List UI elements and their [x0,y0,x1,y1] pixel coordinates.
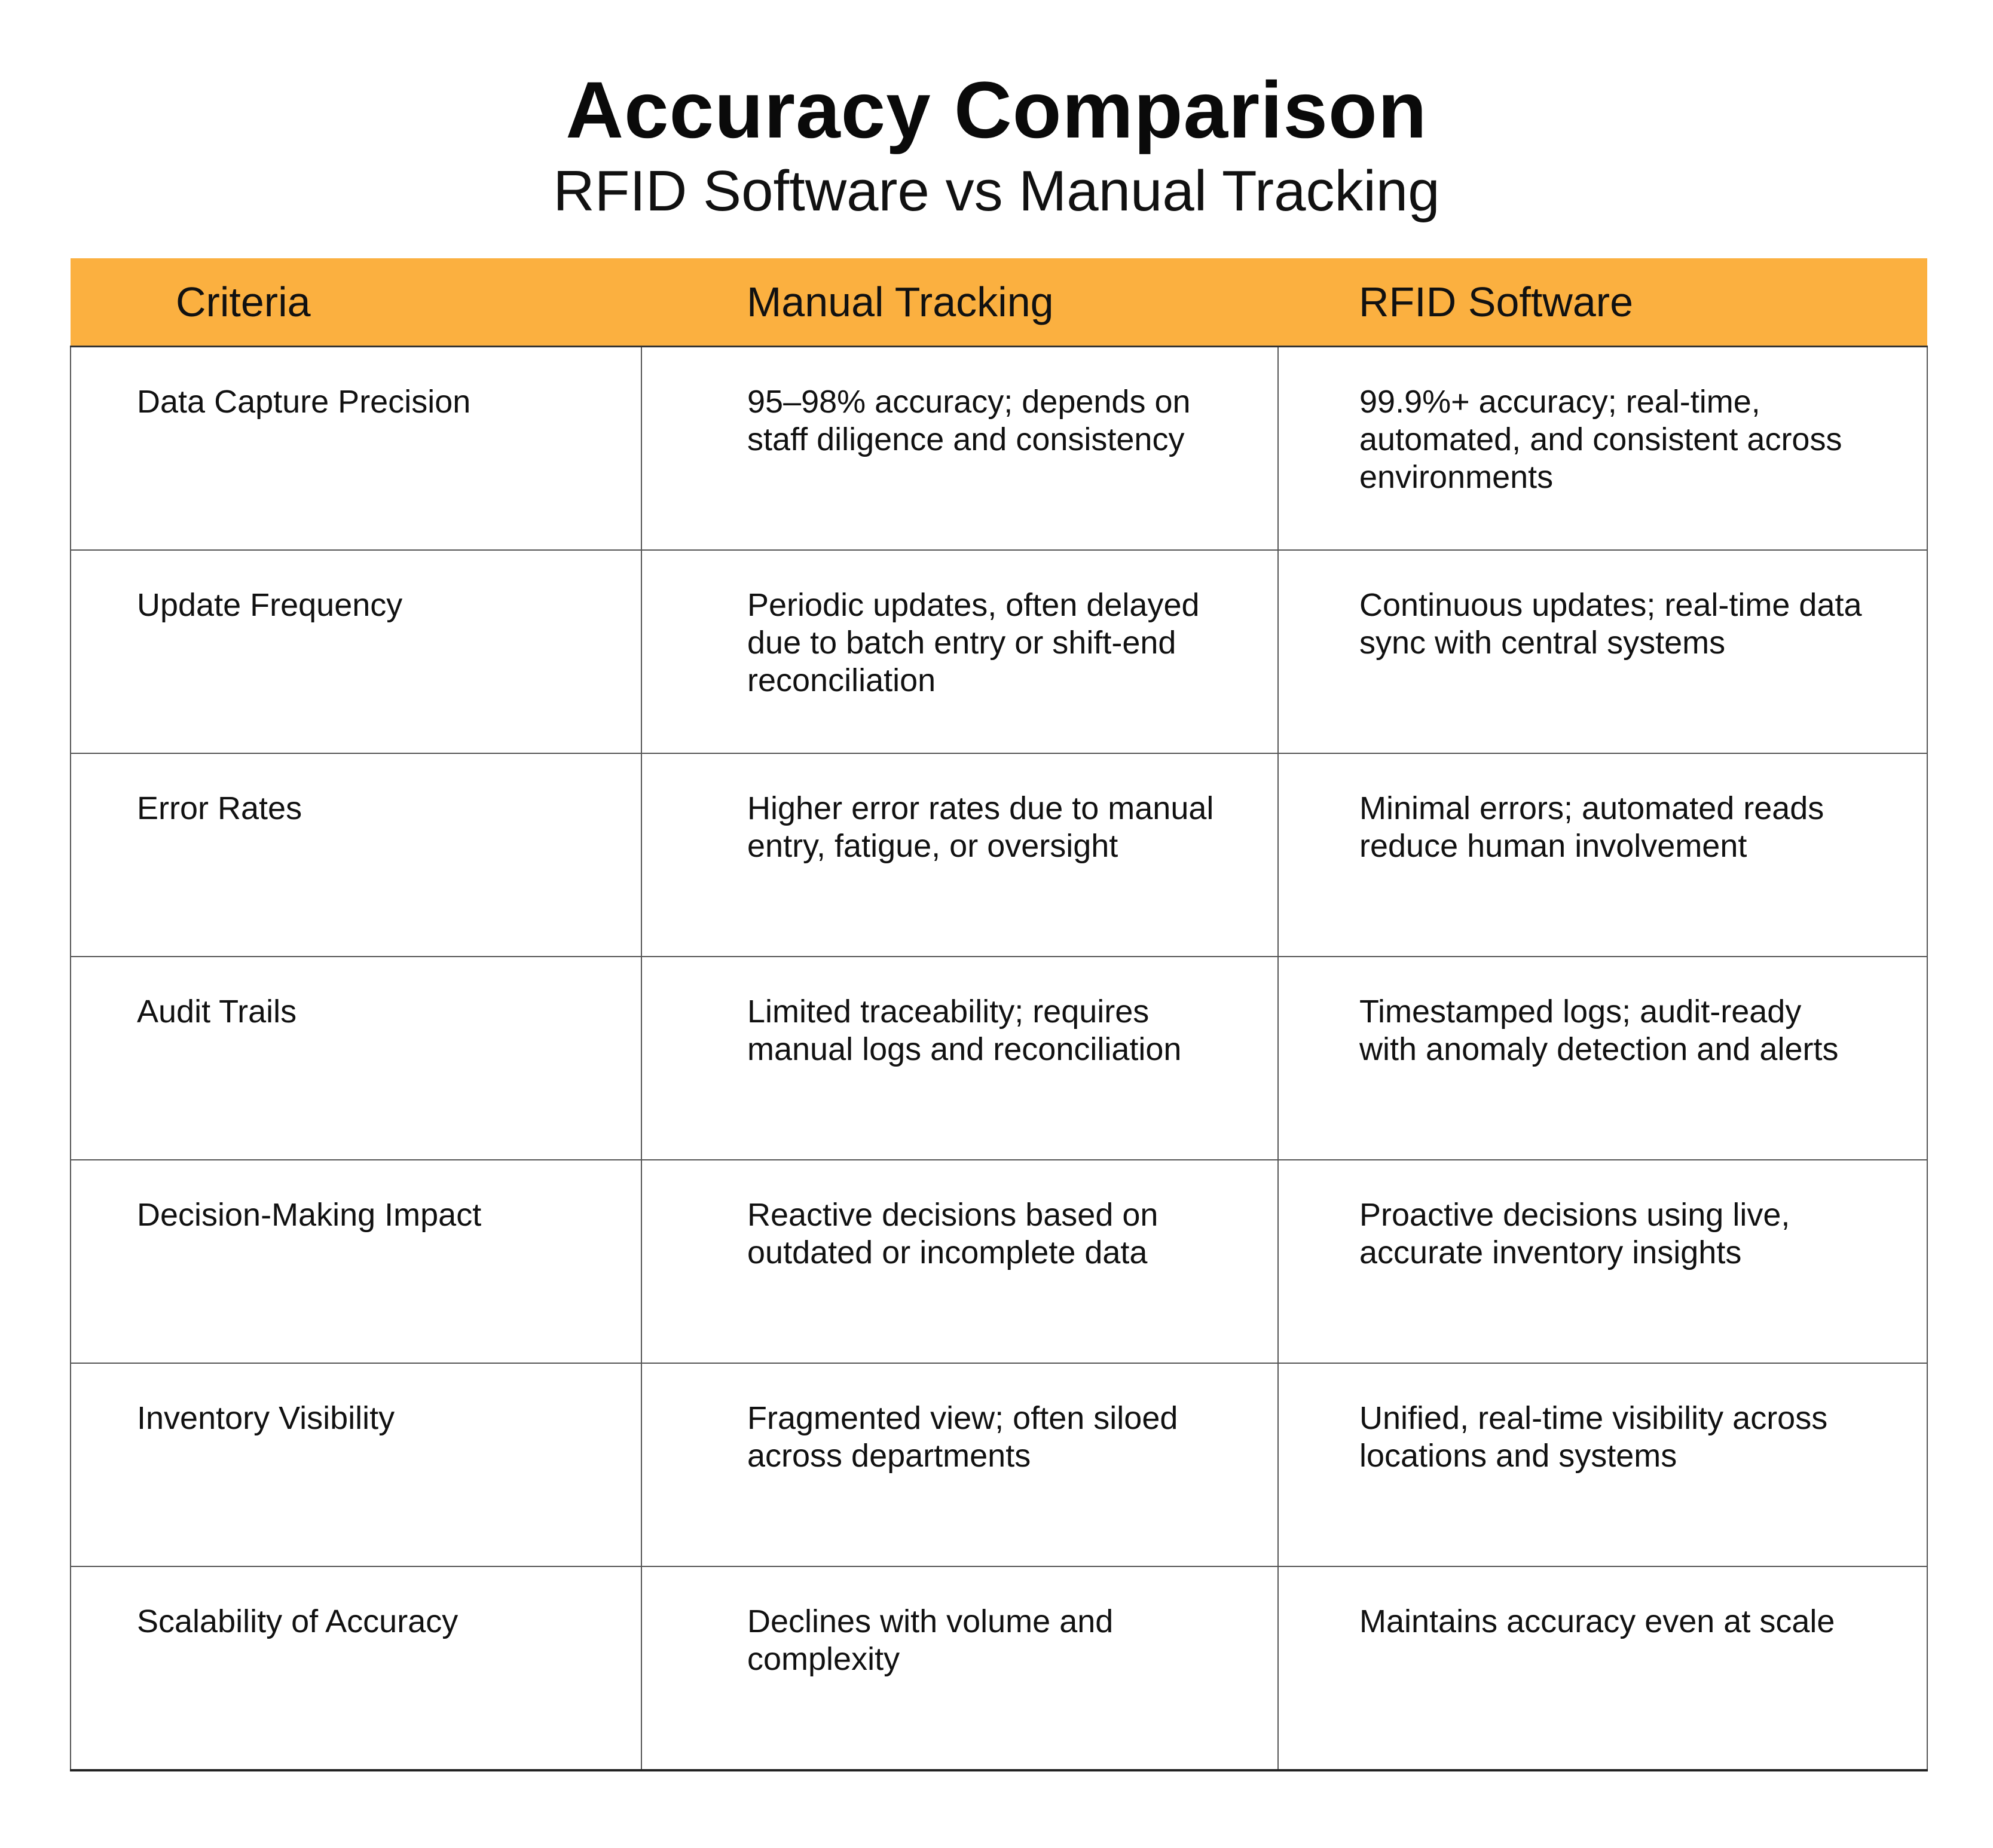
table-row [71,957,1927,1160]
manual-cell [641,753,1278,957]
criteria-text: Update Frequency [137,587,403,623]
manual-cell [641,1363,1278,1566]
rfid-cell [1278,957,1927,1160]
criteria-text: Audit Trails [137,994,297,1030]
rfid-text: Proactive decisions using live, accurate inventory insights [1359,1197,1790,1270]
page-subtitle: RFID Software vs Manual Tracking [553,159,1440,223]
rfid-text: Unified, real-time visibility across locations and systems [1359,1400,1828,1474]
table-row [71,753,1927,957]
criteria-text: Scalability of Accuracy [137,1603,458,1639]
rfid-text: Timestamped logs; audit-ready with anomaly detection and alerts [1359,994,1839,1067]
manual-text: Declines with volume and complexity [747,1603,1114,1677]
criteria-cell [71,1160,641,1363]
rfid-cell [1278,1160,1927,1363]
table-row [71,550,1927,753]
column-header-label: RFID Software [1359,279,1633,325]
manual-cell [641,347,1278,551]
manual-text: Periodic updates, often delayed due to batch entry or shift-end reconciliation [747,587,1200,698]
table-row [71,347,1927,551]
criteria-cell [71,1566,641,1770]
manual-text: Limited traceability; requires manual logs and reconciliation [747,994,1182,1067]
rfid-text: Maintains accuracy even at scale [1359,1603,1835,1639]
column-header-manual [641,258,1278,347]
manual-cell [641,1160,1278,1363]
column-header-label: Manual Tracking [747,279,1054,325]
manual-text: Reactive decisions based on outdated or incomplete data [747,1197,1158,1270]
criteria-text: Error Rates [137,790,302,826]
criteria-cell [71,753,641,957]
table-header-row [71,258,1927,347]
manual-cell [641,550,1278,753]
criteria-cell [71,1363,641,1566]
rfid-cell [1278,550,1927,753]
criteria-cell [71,347,641,551]
criteria-text: Data Capture Precision [137,384,471,420]
criteria-cell [71,957,641,1160]
page-title: Accuracy Comparison [566,66,1427,155]
criteria-text: Decision-Making Impact [137,1197,482,1233]
column-header-label: Criteria [176,279,311,325]
manual-text: 95–98% accuracy; depends on staff diligence and consistency [747,384,1191,457]
manual-cell [641,957,1278,1160]
rfid-cell [1278,1363,1927,1566]
comparison-table [70,258,1928,1771]
rfid-cell [1278,753,1927,957]
table-row [71,1566,1927,1770]
criteria-cell [71,550,641,753]
table-row [71,1363,1927,1566]
rfid-cell [1278,1566,1927,1770]
manual-cell [641,1566,1278,1770]
column-header-rfid [1278,258,1927,347]
manual-text: Fragmented view; often siloed across departments [747,1400,1178,1474]
manual-text: Higher error rates due to manual entry, fatigue, or oversight [747,790,1214,864]
column-header-criteria [71,258,641,347]
rfid-text: Minimal errors; automated reads reduce human involvement [1359,790,1824,864]
rfid-cell [1278,347,1927,551]
criteria-text: Inventory Visibility [137,1400,395,1436]
rfid-text: Continuous updates; real-time data sync with central systems [1359,587,1862,661]
table-row [71,1160,1927,1363]
rfid-text: 99.9%+ accuracy; real-time, automated, and consistent across environments [1359,384,1842,495]
